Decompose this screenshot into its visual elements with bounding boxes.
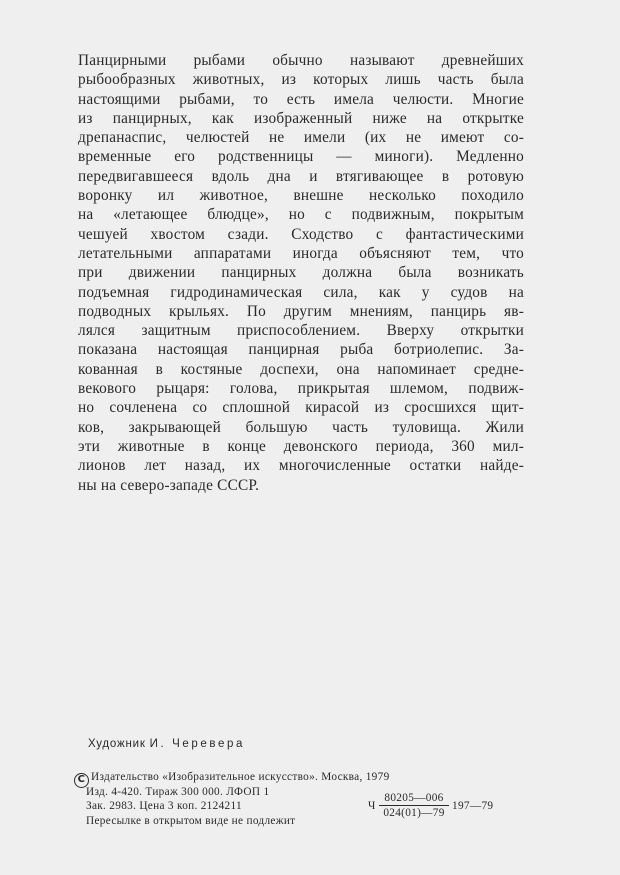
- copyright-icon: C: [74, 773, 89, 788]
- text-line: чешуей хвостом сзади. Сходство с фантастическими: [78, 225, 524, 243]
- text-line: кованная в костяные доспехи, она напоминает средне-: [78, 360, 524, 378]
- text-line: дрепанаспис, челюстей не имели (их не имеют со-: [78, 129, 524, 147]
- text-line: подъемная гидродинамическая сила, как у судов на: [78, 283, 524, 301]
- text-line: при движении панцирных должна была возникать: [78, 264, 524, 282]
- order-text: Зак. 2983. Цена 3 коп. 2124211: [86, 800, 242, 812]
- artist-credit: [88, 738, 245, 750]
- text-line: ны на северо-западе СССР.: [78, 476, 260, 494]
- text-line: показана настоящая панцирная рыба ботриолепис. За-: [78, 341, 524, 359]
- text-line: из панцирных, как изображенный ниже на открытке: [78, 109, 524, 127]
- text-line: векового рыцаря: голова, прикрытая шлемом, подвиж-: [78, 380, 524, 398]
- text-line: но сочленена со сплошной кирасой из сросшихся щит-: [78, 399, 524, 417]
- text-line: эти животные в конце девонского периода, 360 мил-: [78, 437, 524, 455]
- text-line: временные его родственницы — миноги). Медленно: [78, 148, 524, 166]
- text-line: воронку ил животное, внешне несколько походило: [78, 187, 524, 205]
- imprint-publisher-line: [74, 770, 514, 785]
- text-line: настоящими рыбами, то есть имела челюсти. Многие: [78, 90, 524, 108]
- artist-label: Художник: [88, 738, 146, 750]
- text-line: подводных крыльях. По другим мнениям, панцирь яв-: [78, 302, 524, 320]
- description-text: [78, 51, 524, 495]
- index-numerator: 80205—006: [379, 792, 449, 806]
- mail-note-text: Пересылке в открытом виде не подлежит: [86, 814, 296, 827]
- text-line: лялся защитным приспособлением. Вверху открытки: [78, 322, 524, 340]
- publisher-imprint: [74, 770, 514, 828]
- index-suffix: 197—79: [452, 800, 494, 812]
- artist-name: И. Черевера: [149, 738, 245, 750]
- edition-text: Изд. 4-420. Тираж 300 000. ЛФОП 1: [86, 785, 270, 798]
- index-denominator: 024(01)—79: [383, 807, 445, 819]
- text-line: летательными аппаратами иногда объясняют тем, что: [78, 244, 524, 262]
- publisher-text: Издательство «Изобразительное искусство». Москва, 1979: [91, 771, 390, 783]
- text-line: на «летающее блюдце», но с подвижным, покрытым: [78, 206, 524, 224]
- index-prefix: Ч: [368, 800, 376, 812]
- text-line: рыбообразных животных, из которых лишь часть была: [78, 71, 524, 89]
- text-line: ков, закрывающей большую часть туловища. Жили: [78, 418, 524, 436]
- index-fraction: [379, 792, 449, 820]
- text-line: Панцирными рыбами обычно называют древнейших: [78, 52, 524, 69]
- text-line: передвигавшееся вдоль дна и втягивающее в ротовую: [78, 167, 524, 185]
- text-line: лионов лет назад, их многочисленные остатки найде-: [78, 457, 524, 475]
